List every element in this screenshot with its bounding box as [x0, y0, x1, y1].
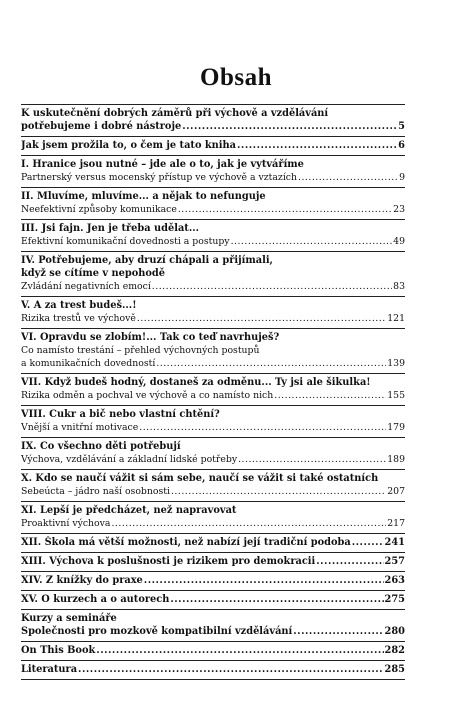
toc-line-text: VIII. Cukr a bič nebo vlastní chtění?: [21, 409, 220, 420]
page-number: 49: [393, 236, 405, 247]
toc-line-text: VI. Opravdu se zlobím!... Tak co teď navrhuješ?: [21, 332, 280, 343]
toc-line-with-page: [21, 171, 405, 184]
toc-entry[interactable]: [21, 661, 405, 679]
toc-line: [21, 472, 405, 485]
toc-line: [21, 612, 405, 625]
toc-line-text: Vnější a vnitřní motivace: [21, 422, 139, 433]
toc-line-with-page: [21, 312, 405, 325]
toc-line-with-page: [21, 203, 405, 216]
toc-entry[interactable]: [21, 374, 405, 405]
dot-leader: [274, 389, 386, 402]
toc-entry[interactable]: [21, 502, 405, 533]
toc-line: [21, 331, 405, 344]
page-number: 23: [393, 204, 405, 215]
toc-entry[interactable]: [21, 438, 405, 469]
page-number: 280: [384, 626, 405, 637]
toc-line-text: potřebujeme i dobré nástroje: [21, 121, 182, 132]
dot-leader: [171, 485, 386, 498]
toc-line-text: Výchova, vzdělávání a základní lidské potřeby: [21, 454, 238, 465]
dot-leader: [137, 312, 386, 325]
toc-line: [21, 190, 405, 203]
toc-line: [21, 408, 405, 421]
toc-line-with-page: [21, 625, 405, 638]
dot-leader: [182, 120, 397, 133]
toc-line-text: X. Kdo se naučí vážit si sám sebe, naučí se vážit si také ostatních: [21, 473, 379, 484]
toc-line-text: K uskutečnění dobrých záměrů při výchově a vzdělávání: [21, 108, 329, 119]
toc-line-text: Sebeúcta – jádro naší osobnosti: [21, 486, 170, 497]
page-number: 83: [393, 281, 405, 292]
toc-entry[interactable]: [21, 188, 405, 219]
toc-line-text: III. Jsi fajn. Jen je třeba udělat...: [21, 223, 200, 234]
toc-line-text: když se cítíme v nepohodě: [21, 268, 165, 279]
toc-line-text: XII. Škola má větší možnosti, než nabízí její tradiční podoba: [21, 537, 351, 548]
toc-line-with-page: [21, 120, 405, 133]
toc-entry[interactable]: [21, 610, 405, 641]
toc-line: [21, 222, 405, 235]
toc-line: [21, 504, 405, 517]
page-number: 6: [398, 140, 405, 151]
toc-line-with-page: [21, 453, 405, 466]
toc-entry[interactable]: [21, 220, 405, 251]
toc-line-text: Neefektivní způsoby komunikace: [21, 204, 177, 215]
toc-line-text: Proaktivní výchova: [21, 518, 111, 529]
toc-entry[interactable]: [21, 470, 405, 501]
toc-line-with-page: [21, 536, 405, 549]
toc-line-text: XIV. Z knížky do praxe: [21, 575, 143, 586]
toc-separator: [21, 679, 405, 680]
page-number: 139: [387, 358, 405, 369]
toc-line: [21, 344, 405, 357]
toc-entry[interactable]: [21, 406, 405, 437]
toc-entry[interactable]: [21, 642, 405, 660]
toc-line-with-page: [21, 517, 405, 530]
toc-line-text: XI. Lepší je předcházet, než napravovat: [21, 505, 237, 516]
dot-leader: [96, 644, 383, 657]
toc-line-text: XV. O kurzech a o autorech: [21, 594, 170, 605]
page-number: 282: [384, 645, 405, 656]
dot-leader: [316, 555, 383, 568]
dot-leader: [144, 574, 384, 587]
dot-leader: [293, 625, 383, 638]
toc-line-text: Společnosti pro mozkově kompatibilní vzdělávání: [21, 626, 293, 637]
toc-line: [21, 107, 405, 120]
toc-line-with-page: [21, 235, 405, 248]
dot-leader: [178, 203, 392, 216]
page-number: 275: [384, 594, 405, 605]
toc-entry[interactable]: [21, 553, 405, 571]
page-number: 207: [387, 486, 405, 497]
toc-entry[interactable]: [21, 297, 405, 328]
toc-entry[interactable]: [21, 156, 405, 187]
toc-entry[interactable]: [21, 252, 405, 296]
dot-leader: [238, 453, 386, 466]
toc-line-text: Partnerský versus mocenský přístup ve výchově a vztazích: [21, 172, 297, 183]
toc-line: [21, 299, 405, 312]
dot-leader: [152, 280, 392, 293]
toc-line-with-page: [21, 357, 405, 370]
toc-line: [21, 267, 405, 280]
toc-entry[interactable]: [21, 105, 405, 136]
toc-line: [21, 440, 405, 453]
toc-entry[interactable]: [21, 329, 405, 373]
toc-line-text: II. Mluvíme, mluvíme... a nějak to nefunguje: [21, 191, 266, 202]
toc-line-text: Kurzy a semináře: [21, 613, 117, 624]
dot-leader: [231, 235, 393, 248]
toc-line-with-page: [21, 574, 405, 587]
toc-entry[interactable]: [21, 137, 405, 155]
toc-line-with-page: [21, 593, 405, 606]
toc-line-text: Efektivní komunikační dovednosti a postupy: [21, 236, 230, 247]
toc-line-text: VII. Když budeš hodný, dostaneš za odměnu... Ty jsi ale šikulka!: [21, 377, 371, 388]
toc-line-with-page: [21, 139, 405, 152]
toc-entry[interactable]: [21, 534, 405, 552]
toc-line-text: Rizika trestů ve výchově: [21, 313, 136, 324]
dot-leader: [170, 593, 383, 606]
toc-line-text: XIII. Výchova k poslušnosti je rizikem pro demokracii: [21, 556, 316, 567]
page-number: 217: [387, 518, 405, 529]
toc-line-with-page: [21, 485, 405, 498]
dot-leader: [156, 357, 386, 370]
page-number: 263: [384, 575, 405, 586]
dot-leader: [111, 517, 386, 530]
page-number: 121: [387, 313, 405, 324]
dot-leader: [237, 139, 397, 152]
toc-entry[interactable]: [21, 591, 405, 609]
toc-line-text: a komunikačních dovedností: [21, 358, 156, 369]
table-of-contents: [21, 104, 405, 680]
toc-line-with-page: [21, 421, 405, 434]
page-title: Obsah: [200, 64, 272, 91]
toc-line-text: IX. Co všechno děti potřebují: [21, 441, 181, 452]
dot-leader: [78, 663, 384, 676]
toc-entry[interactable]: [21, 572, 405, 590]
dot-leader: [352, 536, 384, 549]
toc-line: [21, 254, 405, 267]
toc-line-text: Zvládání negativních emocí: [21, 281, 151, 292]
toc-line-with-page: [21, 644, 405, 657]
page-number: 241: [384, 537, 405, 548]
toc-line-text: IV. Potřebujeme, aby druzí chápali a přijímali,: [21, 255, 273, 266]
page-number: 155: [387, 390, 405, 401]
toc-line: [21, 158, 405, 171]
toc-line: [21, 376, 405, 389]
page-number: 9: [399, 172, 405, 183]
page-number: 189: [387, 454, 405, 465]
toc-line-with-page: [21, 555, 405, 568]
dot-leader: [298, 171, 398, 184]
toc-line-text: Co namísto trestání – přehled výchovných postupů: [21, 345, 260, 356]
toc-line-text: V. A za trest budeš...!: [21, 300, 137, 311]
toc-line-with-page: [21, 389, 405, 402]
page-number: 257: [384, 556, 405, 567]
toc-line-text: Jak jsem prožila to, o čem je tato kniha: [21, 140, 237, 151]
dot-leader: [139, 421, 386, 434]
toc-line-text: On This Book: [21, 645, 96, 656]
toc-line-with-page: [21, 280, 405, 293]
toc-line-text: Rizika odměn a pochval ve výchově a co namísto nich: [21, 390, 274, 401]
page-number: 5: [398, 121, 405, 132]
page-number: 179: [387, 422, 405, 433]
toc-line-with-page: [21, 663, 405, 676]
toc-line-text: I. Hranice jsou nutné – jde ale o to, jak je vytváříme: [21, 159, 304, 170]
page-number: 285: [384, 664, 405, 675]
toc-line-text: Literatura: [21, 664, 78, 675]
